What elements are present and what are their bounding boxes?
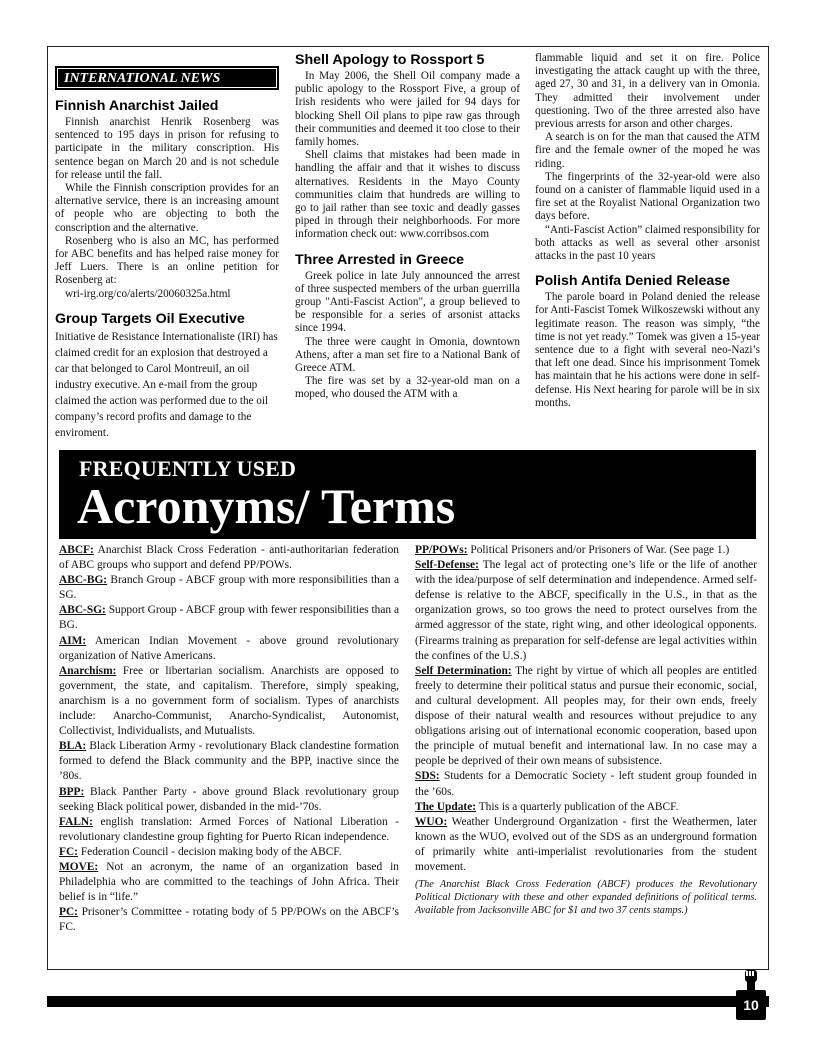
glossary-entry xyxy=(415,815,757,875)
glossary-entry xyxy=(415,769,757,799)
glossary-term: Anarchism: xyxy=(59,664,117,677)
glossary-term: BLA: xyxy=(59,740,87,753)
glossary-right xyxy=(415,543,757,917)
banner-kicker: FREQUENTLY USED xyxy=(79,456,297,481)
section-label: INTERNATIONAL NEWS xyxy=(55,66,279,90)
article-paragraph: “Anti-Fascist Action” claimed responsibility for both attacks as well as several other arsonist attacks in the past 10 years xyxy=(535,223,761,263)
glossary-definition: The legal act of protecting one’s life or the life of another with the idea/purpose of self determination and independence. Armed self-defense is relative to the ABCF, specifically in the U.S., in that as the organization grows, so too grows the need to protect ourselves from the armed aggressor of the state, right wing, and other ideological opponents. (Firearms training as preparation for self-defense are legal activities within the confines of the U.S.) xyxy=(415,559,757,662)
article-paragraph: Initiative de Resistance Internationaliste (IRI) has claimed credit for an explosion that destroyed a car that belonged to Carol Montreuil, an oil industry executive. An e-mail from the group claimed the action was performed due to the oil company’s record profits and damage to the enviroment. xyxy=(55,330,278,439)
glossary-term: BPP: xyxy=(59,785,85,798)
glossary-entry xyxy=(59,603,399,633)
glossary-definition: Political Prisoners and/or Prisoners of War. (See page 1.) xyxy=(467,544,730,556)
banner-title: Acronyms/ Terms xyxy=(77,478,456,534)
glossary-term: PC: xyxy=(59,906,78,919)
glossary-entry xyxy=(59,815,399,845)
article-title-greece: Three Arrested in Greece xyxy=(295,251,465,268)
article-paragraph: In May 2006, the Shell Oil company made a public apology to the Rossport Five, a group of Irish residents who were jailed for 94 days for blocking Shell Oil plans to pipe raw gas through their communities and deemed it too close to their family homes. xyxy=(295,70,520,149)
glossary-definition: Prisoner’s Committee - rotating body of 5 PP/POWs on the ABCF’s FC. xyxy=(59,906,399,934)
glossary-entry xyxy=(59,860,399,905)
glossary-term: MOVE: xyxy=(59,860,99,873)
glossary-term: ABCF: xyxy=(59,544,94,556)
article-link: wri-irg.org/co/alerts/20060325a.html xyxy=(65,287,231,300)
article-paragraph: Finnish anarchist Henrik Rosenberg was sentenced to 195 days in prison for refusing to participate in the military conscription. His sentence began on March 20 and is not schedule for release until the fall. xyxy=(55,116,279,181)
glossary-left xyxy=(59,543,399,935)
article-paragraph: flammable liquid and set it on fire. Police investigating the attack caught up with the three, aged 27, 30 and 31, in a delivery van in Omonia. They admitted their involvement under questioning. Two of the three arrested also have previous arrests for arson and other charges. xyxy=(535,52,760,131)
glossary-definition: Students for a Democratic Society - left student group founded in the ’60s. xyxy=(415,770,757,798)
glossary-term: Self-Defense: xyxy=(415,559,479,572)
article-paragraph: While the Finnish conscription provides for an alternative service, there is an increasing amount of people who are objecting to both the conscription and the alternative. xyxy=(55,182,279,234)
glossary-definition: Black Liberation Army - revolutionary Black clandestine formation formed to defend the Black community and the BPP, inactive since the ’80s. xyxy=(59,740,399,783)
article-title-polish: Polish Antifa Denied Release xyxy=(535,273,731,290)
glossary-definition: The right by virtue of which all peoples are entitled freely to determine their political status and pursue their economic, social, and cultural development. All peoples may, for their own ends, freely dispose of their natural wealth and resources without prejudice to any obligations arising out of international economic cooperation, based upon the principle of mutual benefit and international law. In no case may a people be deprived of their own means of subsistence. xyxy=(415,664,757,768)
glossary-term: FALN: xyxy=(59,815,93,828)
glossary-entry xyxy=(415,543,757,558)
glossary-definition: Weather Underground Organization - first the Weathermen, later known as the WUO, evolved out of the SDS as an underground formation of primarily white anti-imperialist revolutionaries from the student movement. xyxy=(415,815,757,873)
article-paragraph: Shell claims that mistakes had been made in handling the affair and that it wishes to discuss alternatives. Residents in the Mayo County communities claim that hundreds are willing to go to jail rather than see toxic and deadly gasses piped in through their neighborhoods. For more information check out: www.corribsos.com xyxy=(295,149,520,241)
glossary-term: ABC-BG: xyxy=(59,574,108,587)
glossary-term: SDS: xyxy=(415,770,440,783)
glossary-definition: This is a quarterly publication of the ABCF. xyxy=(476,800,679,813)
article-paragraph: The fire was set by a 32-year-old man on a moped, who doused the ATM with a xyxy=(295,375,520,401)
glossary-definition: Federation Council - decision making body of the ABCF. xyxy=(77,845,342,858)
article-title-shell: Shell Apology to Rossport 5 xyxy=(295,52,485,68)
glossary-entry xyxy=(415,664,757,770)
article-title-oil: Group Targets Oil Executive xyxy=(55,310,245,327)
article-paragraph: Greek police in late July announced the arrest of three suspected members of the urban guerrilla group "Anti-Fascist Action", a group believed to be responsible for a series of arsonist attacks since 1994. xyxy=(295,269,520,335)
glossary-entry xyxy=(59,664,399,739)
glossary-term: FC: xyxy=(59,845,78,858)
glossary-term: AIM: xyxy=(59,634,87,647)
glossary-definition: American Indian Movement - above ground revolutionary organization of Native Americans. xyxy=(59,634,399,662)
footer-bar xyxy=(47,996,769,1007)
raised-fist-icon xyxy=(742,968,760,992)
glossary-entry xyxy=(59,785,399,815)
glossary-note: (The Anarchist Black Cross Federation (ABCF) produces the Revolutionary Political Dictionary with these and other expanded definitions of political terms. Available from Jacksonville ABC for $1 and two 37 cents stamps.) xyxy=(415,879,757,916)
glossary-definition: Not an acronym, the name of an organization based in Philadelphia who are committed to the teachings of John Africa. Their belief is in “life.” xyxy=(59,860,399,904)
glossary-definition: Anarchist Black Cross Federation - anti-authoritarian federation of ABC groups who support and defend PP/POWs. xyxy=(59,544,399,572)
glossary-definition: Branch Group - ABCF group with more responsibilities than a SG. xyxy=(59,574,399,602)
glossary-entry xyxy=(415,558,757,664)
glossary-definition: Black Panther Party - above ground Black revolutionary group seeking Black political power, disbanded in the mid-’70s. xyxy=(59,785,399,813)
article-paragraph: Rosenberg who is also an MC, has performed for ABC benefits and has helped raise money for Jeff Luers. There is an online petition for Rosenberg at: xyxy=(55,234,279,287)
glossary-term: ABC-SG: xyxy=(59,604,106,617)
glossary-entry xyxy=(59,573,399,603)
glossary-entry xyxy=(59,739,399,784)
article-title-finnish: Finnish Anarchist Jailed xyxy=(55,98,219,114)
glossary-term: The Update: xyxy=(415,800,477,813)
glossary-term: PP/POWs: xyxy=(415,544,468,556)
glossary-entry xyxy=(59,543,399,573)
glossary-definition: english translation: Armed Forces of National Liberation - revolutionary clandestine group fighting for Puerto Rican independence. xyxy=(59,815,399,843)
glossary-definition: Free or libertarian socialism. Anarchists are opposed to government, the state, and capitalism. Therefore, simply speaking, anarchism is a no government form of socialism. Types of anarchists include: Anarcho-Communist, Anarcho-Syndicalist, Autonomist, Collectivist, Individualists, and Mutualists. xyxy=(59,664,399,738)
glossary-definition: Support Group - ABCF group with fewer responsibilities than a BG. xyxy=(59,604,399,632)
glossary-term: WUO: xyxy=(415,815,448,828)
article-paragraph: The parole board in Poland denied the release for Anti-Fascist Tomek Wilkoszewski without any legitimate reason. The reason was simply, “the time is not yet ready.” Tomek was given a 15-year sentence due to a fight with several neo-Nazi’s that left one dead. Since his imprisonment Tomek has maintain that he his actions were done in self-defense. His Next hearing for parole will be in six months. xyxy=(535,291,760,409)
glossary-entry xyxy=(59,845,399,860)
column-1 xyxy=(55,56,279,441)
column-3 xyxy=(535,52,760,410)
acronyms-banner xyxy=(59,450,756,539)
page-number: 10 xyxy=(736,990,766,1020)
column-2 xyxy=(295,52,520,402)
glossary-entry xyxy=(415,800,757,815)
article-paragraph: The fingerprints of the 32-year-old were also found on a canister of flammable liquid used in a fire set at the Royalist National Organization two days before. xyxy=(535,170,760,223)
glossary-entry xyxy=(59,905,399,935)
article-paragraph: A search is on for the man that caused the ATM fire and the female owner of the moped he was riding. xyxy=(535,131,760,170)
glossary-term: Self Determination: xyxy=(415,664,512,677)
glossary-entry xyxy=(59,634,399,664)
article-paragraph: The three were caught in Omonia, downtown Athens, after a man set fire to a National Bank of Greece ATM. xyxy=(295,335,520,375)
